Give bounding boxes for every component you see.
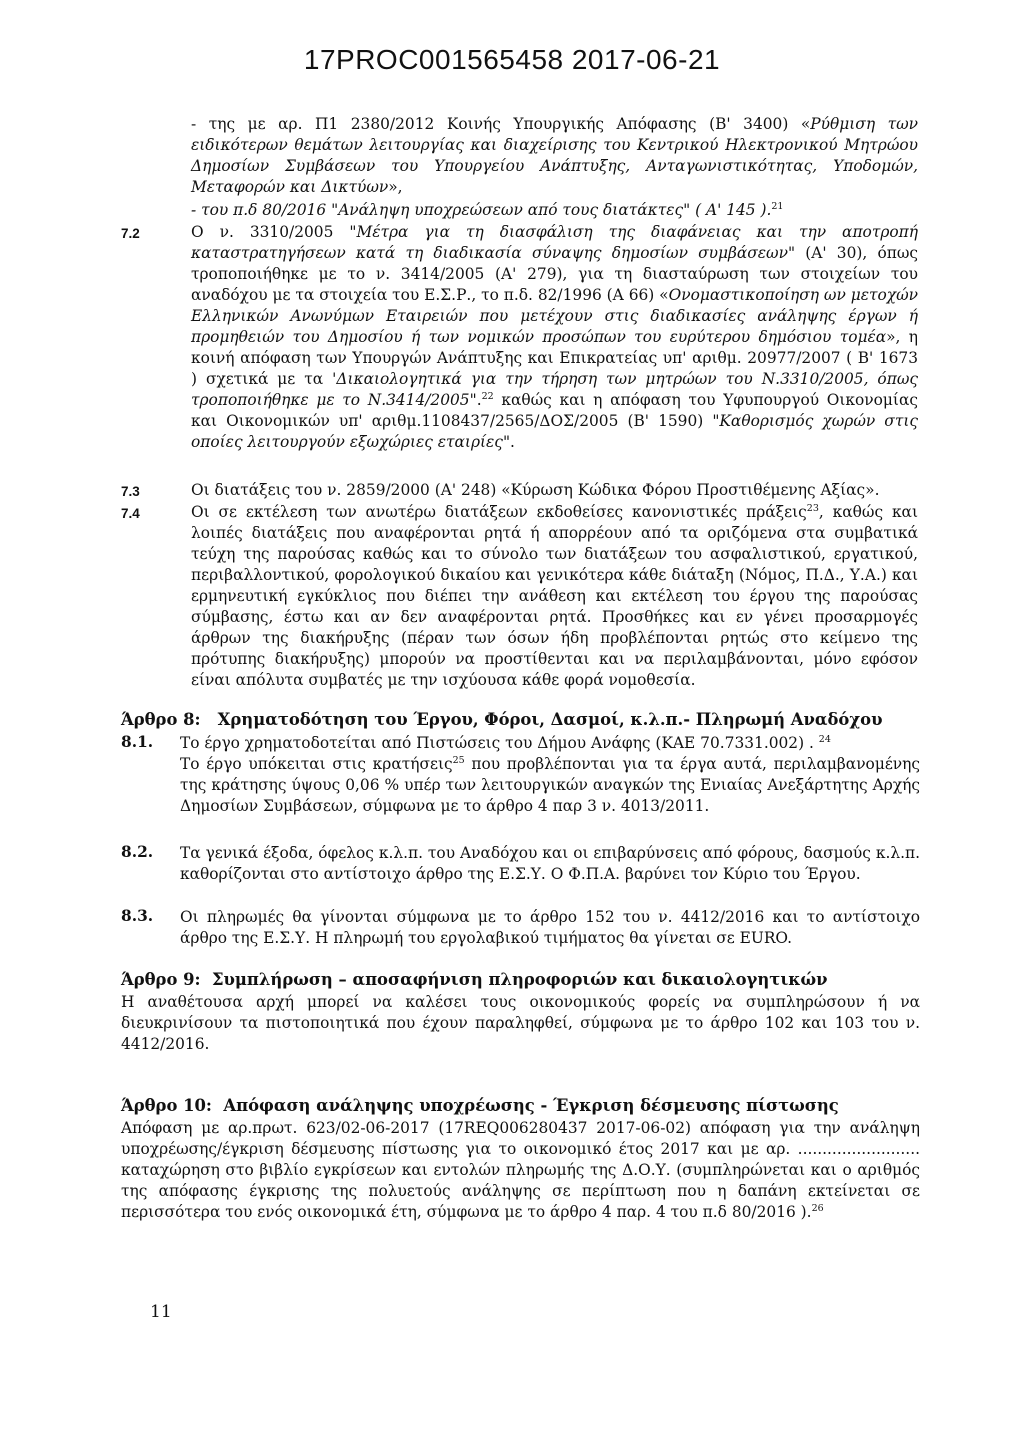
s72-i4: Καθορισμός χωρών στις οποίες λειτουργούν εξωχώριες εταιρίες <box>191 412 918 451</box>
s72-t2: " (Α' 30), όπως τροποποιήθηκε με το ν. 3414/2005 (Α' 279), για τη διασταύρωση των στοιχείων του αναδόχου με τα στοιχεία του Ε.Σ.Ρ., το π.δ. 82/1996 (Α 66) « <box>191 244 919 304</box>
s72-t1: Ο ν. 3310/2005 " <box>191 223 357 241</box>
footnote-ref-25: 25 <box>452 754 465 766</box>
s72-t3: », η κοινή απόφαση των Υπουργών Ανάπτυξης και Επικρατείας υπ' αριθμ. 20977/2007 ( Β' 1673 ) σχετικά με τα ' <box>191 328 919 388</box>
bullet-2-italic: - του π.δ 80/2016 "Ανάληψη υποχρεώσεων από τους διατάκτες" ( Α' 145 ). <box>191 201 772 219</box>
s72-t4: ". <box>469 391 482 409</box>
paragraph-number-8-1: 8.1. <box>121 733 154 751</box>
footnote-ref-23: 23 <box>806 502 819 514</box>
bullet-1-prefix: - της με αρ. Π1 2380/2012 Κοινής Υπουργικής Απόφασης (Β' 3400) « <box>191 115 811 133</box>
bullet-kimdis-decision <box>191 114 918 198</box>
article-8-title: Χρηματοδότηση του Έργου, Φόροι, Δασμοί, κ.λ.π.- Πληρωμή Αναδόχου <box>217 710 883 729</box>
s72-i3: Δικαιολογητικά για την τήρηση των μητρώων του Ν.3310/2005, όπως τροποποιήθηκε με το Ν.3414/2005 <box>191 370 918 409</box>
section-number-7-2: 7.2 <box>121 226 140 241</box>
article-9-title: Συμπλήρωση – αποσαφήνιση πληροφοριών και δικαιολογητικών <box>211 970 828 989</box>
paragraph-number-8-3: 8.3. <box>121 907 154 925</box>
p81-t3: που προβλέπονται για τα έργα αυτά, περιλαμβανομένης της κράτησης ύψους 0,06 % υπέρ των λειτουργικών αναγκών της Ενιαίας Ανεξάρτητης Αρχής Δημοσίων Συμβάσεων, σύμφωνα με το άρθρο 4 παρ 3 ν. 4013/2011. <box>180 755 920 815</box>
p81-t1: Το έργο χρηματοδοτείται από Πιστώσεις του Δήμου Ανάφης (ΚΑΕ 70.7331.002) . <box>180 734 814 752</box>
section-number-7-4: 7.4 <box>121 506 140 521</box>
bullet-pd-80-2016 <box>191 200 918 221</box>
bullet-1-italic: Ρύθμιση των ειδικότερων θεμάτων λειτουργίας και διαχείρισης του Κεντρικού Ηλεκτρονικού Μητρώου Δημοσίων Συμβάσεων του Υπουργείου Ανάπτυξης, Ανταγωνιστικότητας, Υποδομών, Μεταφορών και Δικτύων <box>191 115 918 196</box>
s72-t6: ". <box>502 433 515 451</box>
section-7-2-text <box>191 222 918 453</box>
article-8-heading <box>121 710 921 729</box>
paragraph-number-8-2: 8.2. <box>121 843 154 861</box>
article-9-label: Άρθρο 9: <box>121 970 201 989</box>
article-10-text <box>121 1118 920 1223</box>
section-7-4-text <box>191 502 918 691</box>
footnote-ref-21: 21 <box>771 200 784 212</box>
document-header: 17PROC001565458 2017-06-21 <box>303 44 721 75</box>
footnote-ref-22: 22 <box>481 390 494 402</box>
paragraph-8-1-line1 <box>180 733 920 754</box>
article-9-heading <box>121 970 921 989</box>
bullet-1-suffix: », <box>388 178 403 196</box>
paragraph-8-3-text: Οι πληρωμές θα γίνονται σύμφωνα με το άρθρο 152 του ν. 4412/2016 και το αντίστοιχο άρθρο της Ε.Σ.Υ. Η πληρωμή του εργολαβικού τιμήματος θα γίνεται σε EURO. <box>180 908 920 947</box>
s72-i1: Μέτρα για τη διασφάλιση της διαφάνειας και την αποτροπή καταστρατηγήσεων κατά τη διαδικασία σύναψης δημοσίων συμβάσεων <box>191 223 918 262</box>
paragraph-8-1-text <box>180 754 920 817</box>
footnote-ref-24: 24 <box>818 733 831 745</box>
section-number-7-3: 7.3 <box>121 484 140 499</box>
page-number: 11 <box>150 1302 172 1322</box>
paragraph-8-2-text: Τα γενικά έξοδα, όφελος κ.λ.π. του Αναδόχου και οι επιβαρύνσεις από φόρους, δασμούς κ.λ.π. καθορίζονται στο αντίστοιχο άρθρο της Ε.Σ.Υ. Ο Φ.Π.Α. βαρύνει τον Κύριο του Έργου. <box>180 844 920 883</box>
article-10-label: Άρθρο 10: <box>121 1096 212 1115</box>
s74-t1: Οι σε εκτέλεση των ανωτέρω διατάξεων εκδοθείσες κανονιστικές πράξεις <box>191 503 807 521</box>
s74-t2: , καθώς και λοιπές διατάξεις που αναφέρονται ρητά ή απορρέουν από τα οριζόμενα στα συμβατικά τεύχη της παρούσας καθώς και το σύνολο των διατάξεων του ασφαλιστικού, εργατικού, περιβαλλοντικού, φορολογικού δικαίου και γενικότερα κάθε διάταξη (Νόμος, Π.Δ., Υ.Α.) και ερμηνευτική εγκύκλιος που διέπει την ανάθεση και εκτέλεση του έργου της παρούσας σύμβασης, έστω και αν δεν αναφέρονται ρητά. Προσθήκες και εν γένει προσαρμογές άρθρων της διακήρυξης (πέραν των όσων ήδη προβλέπονται ρητώς στο κείμενο της πρότυπης διακήρυξης) μπορούν να προστίθενται και να περιλαμβάνονται, μόνο εφόσον είναι απόλυτα συμβατές με την ισχύουσα κάθε φορά νομοθεσία. <box>191 503 918 689</box>
p81-t2: Το έργο υπόκειται στις κρατήσεις <box>180 755 453 773</box>
s72-i2: Ονομαστικοποίηση ων μετοχών Ελληνικών Ανωνύμων Εταιρειών που μετέχουν στις διαδικασίες ανάληψης έργων ή προμηθειών του Δημοσίου ή των νομικών προσώπων του ευρύτερου δημόσιου τομέα <box>191 286 918 346</box>
article-10-title: Απόφαση ανάληψης υποχρέωσης - Έγκριση δέσμευσης πίστωσης <box>223 1096 839 1115</box>
article-9-text: Η αναθέτουσα αρχή μπορεί να καλέσει τους οικονομικούς φορείς να συμπληρώσουν ή να διευκρινίσουν τα πιστοποιητικά που έχουν παραληφθεί, σύμφωνα με το άρθρο 102 και 103 του ν. 4412/2016. <box>121 993 920 1053</box>
article-8-label: Άρθρο 8: <box>121 710 201 729</box>
section-7-3-text: Οι διατάξεις του ν. 2859/2000 (Α' 248) «Κύρωση Κώδικα Φόρου Προστιθέμενης Αξίας». <box>191 481 880 499</box>
s72-t5: καθώς και η απόφαση του Υφυπουργού Οικονομίας και Οικονομικών υπ' αριθμ.1108437/2565/ΔΟΣ/2005 (Β' 1590) " <box>191 391 918 430</box>
footnote-ref-26: 26 <box>811 1202 824 1214</box>
article-10-body: Απόφαση με αρ.πρωτ. 623/02-06-2017 (17REQ006280437 2017-06-02) απόφαση για την ανάληψη υποχρέωσης/έγκριση δέσμευσης πίστωσης για το οικονομικό έτος 2017 και με αρ. ......................... καταχώρηση στο βιβλίο εγκρίσεων και εντολών πληρωμής της Δ.Ο.Υ. (συμπληρώνεται και ο αριθμός της απόφασης έγκρισης της πολυετούς ανάληψης σε περίπτωση που η δαπάνη εκτείνεται σε περισσότερα του ενός οικονομικά έτη, σύμφωνα με το άρθρο 4 παρ. 4 του π.δ 80/2016 ). <box>121 1119 920 1221</box>
article-10-heading <box>121 1096 921 1115</box>
